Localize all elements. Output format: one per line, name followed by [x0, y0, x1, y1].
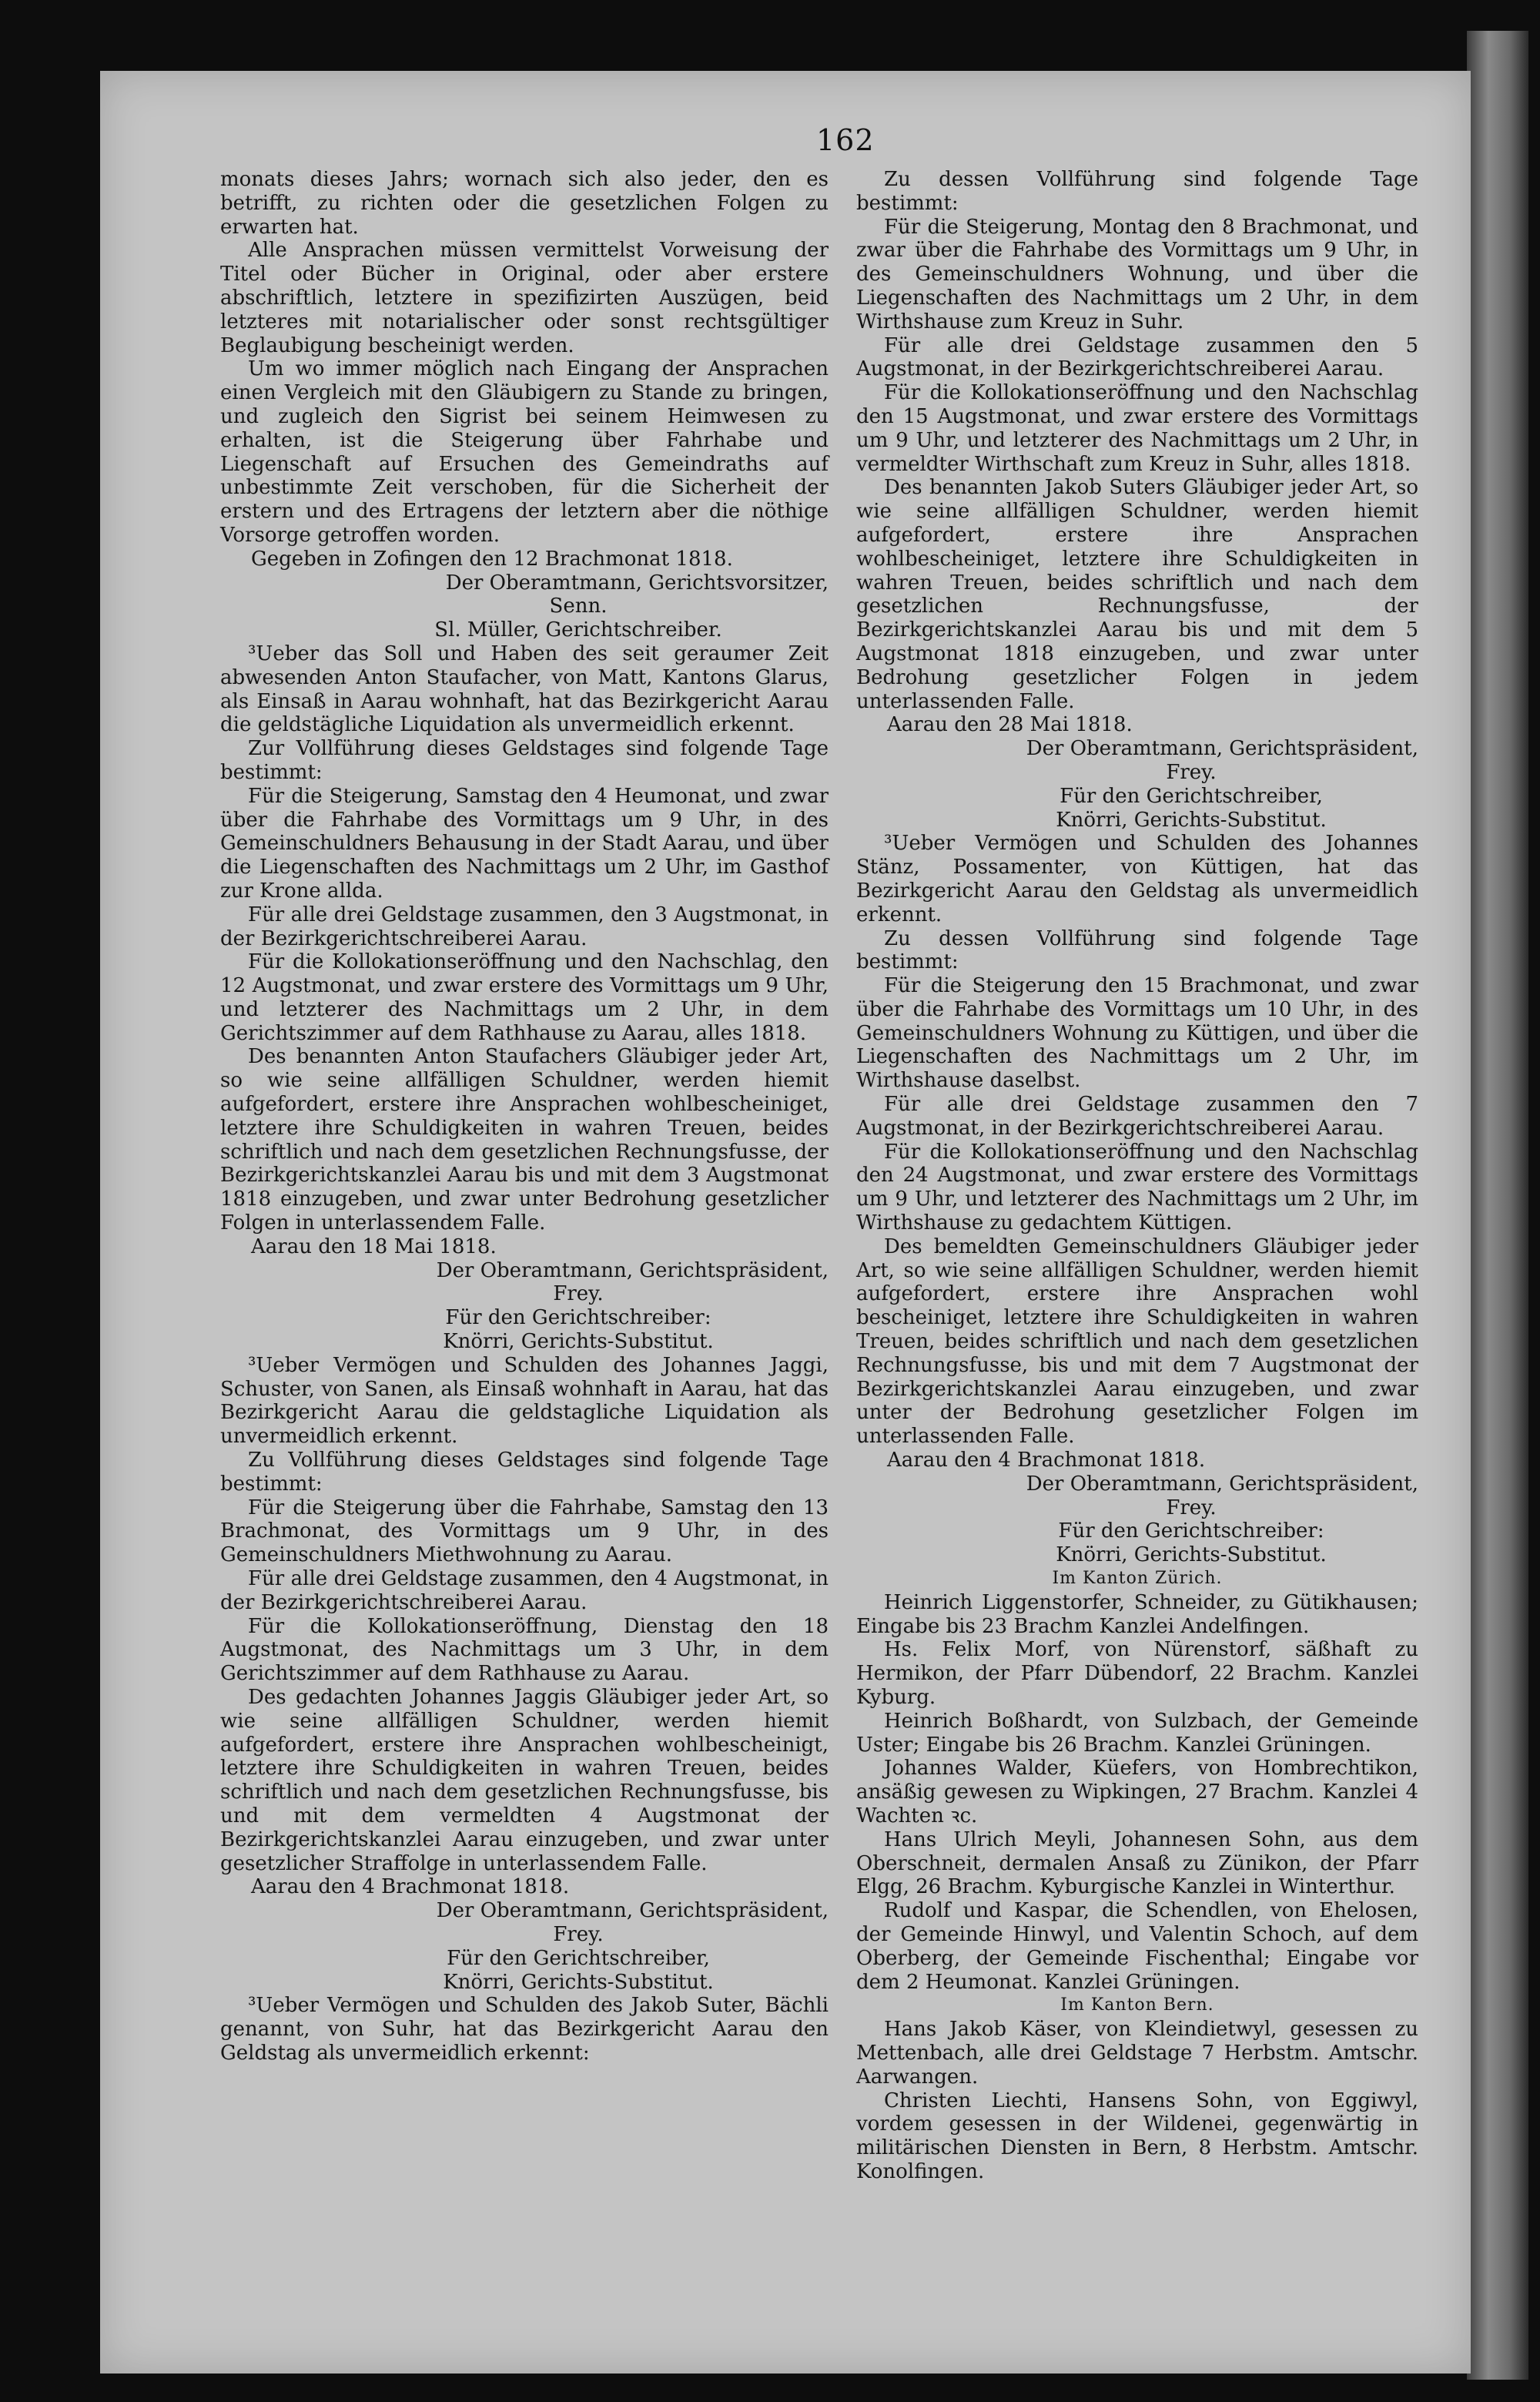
signature-line: Für den Gerichtschreiber,: [1060, 784, 1323, 808]
signature-name: Frey.: [1166, 760, 1217, 784]
signature-name: Senn.: [549, 595, 608, 618]
section-heading-bern: Im Kanton Bern.: [1060, 1995, 1214, 2015]
paragraph: Für alle drei Geldstage zusammen, den 3 Augstmonat, in der Bezirkgerichtschreiberei Aarau.: [220, 903, 829, 950]
dateline: Aarau den 28 Mai 1818.: [887, 713, 1133, 737]
notice-paragraph: ³Ueber Vermögen und Schulden des Johannes Jaggi, Schuster, von Sanen, als Einsaß wohnhaft in Aarau, hat das Bezirkgericht Aarau die geldstagliche Liquidation als unvermeidlich erkennt.: [220, 1353, 829, 1449]
dateline: Aarau den 18 Mai 1818.: [251, 1235, 497, 1258]
notice-paragraph: ³Ueber Vermögen und Schulden des Johannes Stänz, Possamenter, von Küttigen, hat das Bezirkgericht Aarau den Geldstag als unvermeidlich erkennt.: [856, 832, 1418, 926]
signature-title: Der Oberamtmann, Gerichtsvorsitzer,: [445, 571, 829, 595]
signature-line: Für den Gerichtschreiber:: [445, 1306, 711, 1330]
signature-name: Frey.: [1166, 1496, 1217, 1519]
notice-paragraph: ³Ueber das Soll und Haben des seit geraumer Zeit abwesenden Anton Staufacher, von Matt, Kantons Glarus, als Einsaß in Aarau wohnhaft, hat das Bezirkgericht Aarau die geldstägliche Liquidation als unvermeidlich erkennt.: [220, 642, 829, 737]
paragraph: Für die Steigerung, Montag den 8 Brachmonat, und zwar über die Fahrhabe des Vormittags um 9 Uhr, in des Gemeinschuldners Wohnung, und über die Liegenschaften des Nachmittags um 2 Uhr, in dem Wirthshause zum Kreuz in Suhr.: [856, 215, 1418, 333]
paragraph: Des benannten Anton Staufachers Gläubiger jeder Art, so wie seine allfälligen Schuldner, werden hiemit aufgefordert, erstere ihre Ansprachen wohlbescheiniget, letztere ihre Schuldigkeiten in wahren Treuen, beides schriftlich und nach dem gesetzlichen Rechnungsfusse, der Bezirkgerichtskanzlei Aarau bis und mit dem 3 Augstmonat 1818 einzugeben, und zwar unter Bedrohung gesetzlicher Folgen in unterlassendem Falle.: [220, 1045, 829, 1235]
paragraph: Für die Kollokationseröffnung und den Nachschlag, den 12 Augstmonat, und zwar erstere des Vormittags um 9 Uhr, und letzterer des Nachmittags um 2 Uhr, in dem Gerichtszimmer auf dem Rathhause zu Aarau, alles 1818.: [220, 950, 829, 1045]
next-page-edge: [1467, 31, 1528, 2380]
section-heading-zurich: Im Kanton Zürich.: [1052, 1569, 1223, 1589]
listing-entry: Hs. Felix Morf, von Nürenstorf, säßhaft zu Hermikon, der Pfarr Dübendorf, 22 Brachm. Kanzlei Kyburg.: [856, 1638, 1418, 1709]
signature-name: Frey.: [553, 1922, 604, 1946]
signature-line: Für den Gerichtschreiber,: [447, 1946, 710, 1970]
dateline: Aarau den 4 Brachmonat 1818.: [887, 1449, 1206, 1472]
paragraph: Des bemeldten Gemeinschuldners Gläubiger jeder Art, so wie seine allfälligen Schuldner, werden hiemit aufgefordert, erstere ihre Ansprachen wohl bescheiniget, letztere ihre Schuldigkeiten in wahren Treuen, beides schriftlich und nach dem gesetzlichen Rechnungsfusse, bis und mit dem 7 Augstmonat der Bezirkgerichtskanzlei Aarau einzugeben, und zwar unter der Bedrohung gesetzlicher Folgen im unterlassenden Falle.: [856, 1235, 1418, 1449]
paragraph: Zu Vollführung dieses Geldstages sind folgende Tage bestimmt:: [220, 1449, 829, 1496]
listing-entry: Rudolf und Kaspar, die Schendlen, von Ehelosen, der Gemeinde Hinwyl, und Valentin Schoch, auf dem Oberberg, der Gemeinde Fischenthal; Eingabe vor dem 2 Heumonat. Kanzlei Grüningen.: [856, 1899, 1418, 1994]
dateline: Gegeben in Zofingen den 12 Brachmonat 1818.: [251, 547, 733, 571]
page-number: 162: [816, 123, 875, 157]
listing-entry: Hans Ulrich Meyli, Johannesen Sohn, aus dem Oberschneit, dermalen Ansaß zu Zünikon, der Pfarr Elgg, 26 Brachm. Kyburgische Kanzlei in Winterthur.: [856, 1827, 1418, 1899]
signature-title: Der Oberamtmann, Gerichtspräsident,: [1026, 1472, 1418, 1496]
paragraph: Für die Steigerung den 15 Brachmonat, und zwar über die Fahrhabe des Vormittags um 10 Uhr, in des Gemeinschuldners Wohnung zu Küttigen, und über die Liegenschaften des Nachmittags um 2 Uhr, im Wirthshause daselbst.: [856, 974, 1418, 1093]
paragraph: Für alle drei Geldstage zusammen den 7 Augstmonat, in der Bezirkgerichtschreiberei Aarau.: [856, 1093, 1418, 1140]
signature-name: Frey.: [553, 1282, 604, 1306]
listing-entry: Christen Liechti, Hansens Sohn, von Eggiwyl, vordem gesessen in der Wildenei, gegenwärtig in militärischen Diensten in Bern, 8 Herbstm. Amtschr. Konolfingen.: [856, 2089, 1418, 2183]
signature-clerk: Knörri, Gerichts-Substitut.: [443, 1970, 714, 1994]
signature-title: Der Oberamtmann, Gerichtspräsident,: [1026, 737, 1418, 761]
signature-clerk: Sl. Müller, Gerichtschreiber.: [434, 618, 722, 642]
signature-clerk: Knörri, Gerichts-Substitut.: [1056, 1543, 1327, 1567]
paragraph: Für die Kollokationseröffnung, Dienstag den 18 Augstmonat, des Nachmittags um 3 Uhr, in dem Gerichtszimmer auf dem Rathhause zu Aarau.: [220, 1614, 829, 1686]
listing-entry: Johannes Walder, Küefers, von Hombrechtikon, ansäßig gewesen zu Wipkingen, 27 Brachm. Kanzlei 4 Wachten ꝛc.: [856, 1757, 1418, 1827]
left-column: [220, 168, 829, 2065]
listing-entry: Hans Jakob Käser, von Kleindietwyl, gesessen zu Mettenbach, alle drei Geldstage 7 Herbstm. Amtschr. Aarwangen.: [856, 2018, 1418, 2089]
signature-line: Für den Gerichtschreiber:: [1058, 1519, 1324, 1543]
paragraph: Für alle drei Geldstage zusammen, den 4 Augstmonat, in der Bezirkgerichtschreiberei Aarau.: [220, 1567, 829, 1614]
paragraph: Für die Kollokationseröffnung und den Nachschlag den 24 Augstmonat, und zwar erstere des Vormittags um 9 Uhr, und letzterer des Nachmittags um 2 Uhr, im Wirthshause zu gedachtem Küttigen.: [856, 1140, 1418, 1235]
paragraph: Alle Ansprachen müssen vermittelst Vorweisung der Titel oder Bücher in Original, oder aber erstere abschriftlich, letztere in spezifizirten Auszügen, beid letzteres mit notarialischer oder sonst rechtsgültiger Beglaubigung bescheinigt werden.: [220, 239, 829, 357]
paragraph: Für alle drei Geldstage zusammen den 5 Augstmonat, in der Bezirkgerichtschreiberei Aarau.: [856, 333, 1418, 381]
paragraph: Für die Kollokationseröffnung und den Nachschlag den 15 Augstmonat, und zwar erstere des Vormittags um 9 Uhr, und letzterer des Nachmittags um 2 Uhr, in vermeldter Wirthschaft zum Kreuz in Suhr, alles 1818.: [856, 381, 1418, 476]
signature-clerk: Knörri, Gerichts-Substitut.: [443, 1330, 714, 1354]
listing-entry: Heinrich Liggenstorfer, Schneider, zu Gütikhausen; Eingabe bis 23 Brachm Kanzlei Andelfingen.: [856, 1590, 1418, 1638]
right-column: [856, 168, 1418, 2184]
paragraph: Des benannten Jakob Suters Gläubiger jeder Art, so wie seine allfälligen Schuldner, werden hiemit aufgefordert, erstere ihre Ansprachen wohlbescheiniget, letztere ihre Schuldigkeiten in wahren Treuen, beides schriftlich und nach dem gesetzlichen Rechnungsfusse, der Bezirkgerichtskanzlei Aarau bis und mit dem 5 Augstmonat 1818 einzugeben, und zwar unter Bedrohung gesetzlicher Folgen in jedem unterlassenden Falle.: [856, 476, 1418, 713]
paragraph: monats dieses Jahrs; wornach sich also jeder, den es betrifft, zu richten oder die gesetzlichen Folgen zu erwarten hat.: [220, 168, 829, 239]
signature-clerk: Knörri, Gerichts-Substitut.: [1056, 808, 1327, 832]
paragraph: Zu dessen Vollführung sind folgende Tage bestimmt:: [856, 168, 1418, 215]
paragraph: Zu dessen Vollführung sind folgende Tage bestimmt:: [856, 926, 1418, 974]
dateline: Aarau den 4 Brachmonat 1818.: [251, 1875, 570, 1899]
paragraph: Um wo immer möglich nach Eingang der Ansprachen einen Vergleich mit den Gläubigern zu Stande zu bringen, und zugleich den Sigrist bei seinem Heimwesen zu erhalten, ist die Steigerung über Fahrhabe und Liegenschaft auf Ersuchen des Gemeindraths auf unbestimmte Zeit verschoben, für die Sicherheit der erstern und des Ertragens der letztern aber die nöthige Vorsorge getroffen worden.: [220, 357, 829, 547]
signature-title: Der Oberamtmann, Gerichtspräsident,: [436, 1899, 829, 1923]
signature-title: Der Oberamtmann, Gerichtspräsident,: [436, 1258, 829, 1282]
paragraph: Des gedachten Johannes Jaggis Gläubiger jeder Art, so wie seine allfälligen Schuldner, werden hiemit aufgefordert, erstere ihre Ansprachen wohlbescheinigt, letztere ihre Schuldigkeiten in wahren Treuen, beides schriftlich und nach dem gesetzlichen Rechnungsfusse, bis und mit dem vermeldten 4 Augstmonat der Bezirkgerichtskanzlei Aarau einzugeben, und zwar unter gesetzlicher Straffolge in unterlassendem Falle.: [220, 1686, 829, 1875]
paragraph: Für die Steigerung über die Fahrhabe, Samstag den 13 Brachmonat, des Vormittags um 9 Uhr, in des Gemeinschuldners Miethwohnung zu Aarau.: [220, 1496, 829, 1567]
notice-paragraph: ³Ueber Vermögen und Schulden des Jakob Suter, Bächli genannt, von Suhr, hat das Bezirkgericht Aarau den Geldstag als unvermeidlich erkennt:: [220, 1994, 829, 2065]
paragraph: Für die Steigerung, Samstag den 4 Heumonat, und zwar über die Fahrhabe des Vormittags um 9 Uhr, in des Gemeinschuldners Behausung in der Stadt Aarau, und über die Liegenschaften des Nachmittags um 2 Uhr, im Gasthof zur Krone allda.: [220, 784, 829, 903]
listing-entry: Heinrich Boßhardt, von Sulzbach, der Gemeinde Uster; Eingabe bis 26 Brachm. Kanzlei Grüningen.: [856, 1709, 1418, 1757]
paragraph: Zur Vollführung dieses Geldstages sind folgende Tage bestimmt:: [220, 737, 829, 784]
